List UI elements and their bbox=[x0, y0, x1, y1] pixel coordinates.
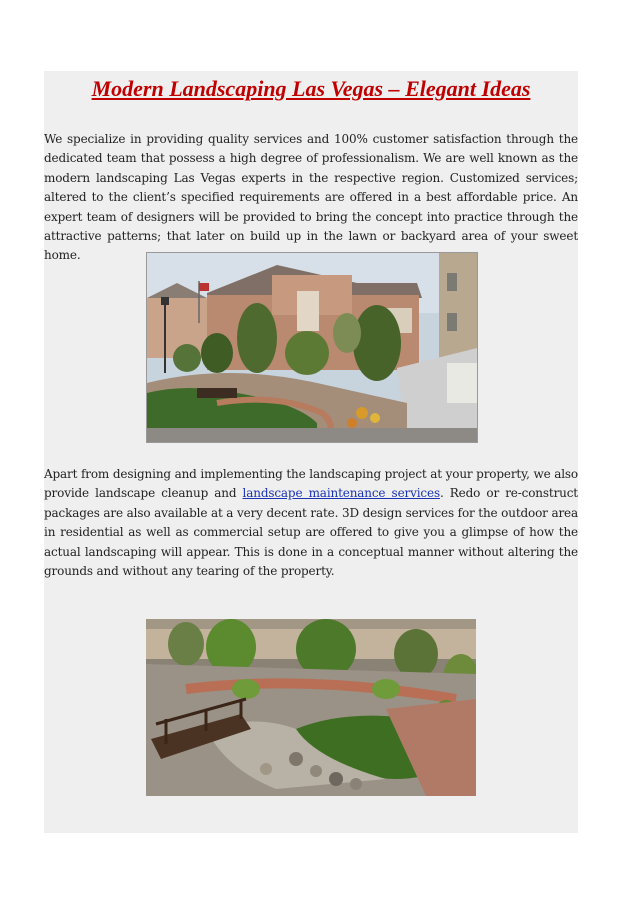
services-text-after: . Redo or re-construct packages are also available at a very decent rate. 3D design services for the outdoor area in residential as well as commercial setup are offered to give you a glimpse of how the actual landscaping will appear. This is done in a conceptual manner without altering the grounds and without any tearing of the property. bbox=[44, 486, 578, 579]
garden-bridge-photo bbox=[146, 619, 476, 796]
services-paragraph bbox=[44, 465, 578, 581]
services-text-before: Apart from designing and implementing the landscaping project at your property, we also provide landscape cleanup and bbox=[44, 467, 578, 501]
house-landscape-photo bbox=[146, 252, 478, 443]
intro-paragraph: We specialize in providing quality services and 100% customer satisfaction through the dedicated team that possess a high degree of professionalism. We are well known as the modern landscaping Las Vegas experts in the respective region. Customized services; altered to the client’s specified requirements are offered in a best affordable price. An expert team of designers will be provided to bring the concept into practice through the attractive patterns; that later on build up in the lawn or backyard area of your sweet home. bbox=[44, 132, 578, 263]
maintenance-services-link[interactable]: landscape maintenance services bbox=[242, 486, 440, 501]
page-title: Modern Landscaping Las Vegas – Elegant Ideas bbox=[91, 76, 531, 101]
